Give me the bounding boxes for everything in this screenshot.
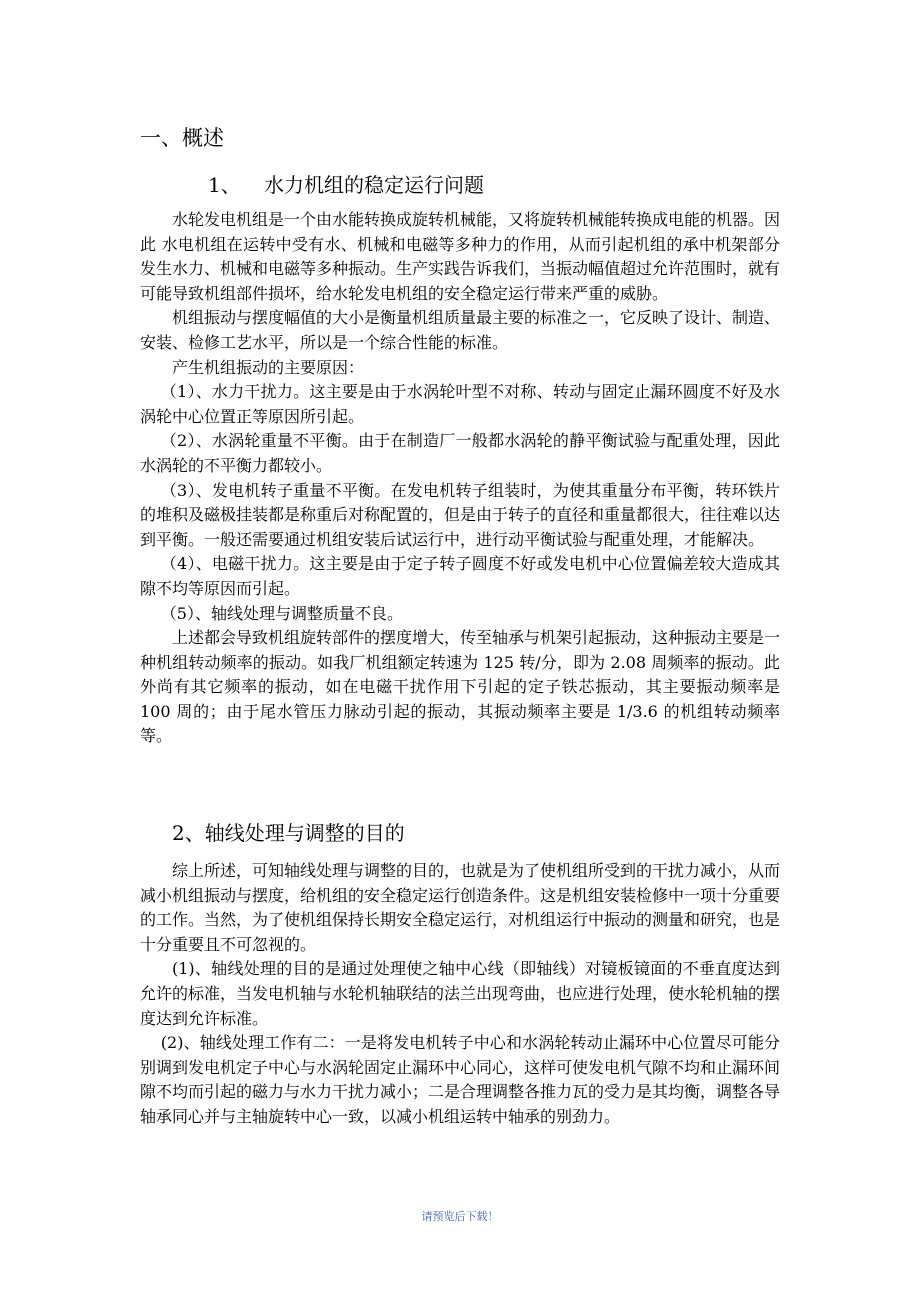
list-item-purpose-1: (1)、轴线处理的目的是通过处理使之轴中心线（即轴线）对镜板镜面的不垂直度达到允许的标准，当发电机轴与水轮机轴联结的法兰出现弯曲，也应进行处理，使水轮机轴的摆度达到允许标准。 [140,959,781,1028]
list-item-cause-3: （3）、发电机转子重量不平衡。在发电机转子组装时，为使其重量分布平衡，转环铁片的堆积及磁极挂装都是称重后对称配置的，但是由于转子的直径和重量都很大，往往难以达到平衡。一般还需要通过机组安装后试运行中，进行动平衡试验与配重处理，才能解决。 [140,480,781,549]
paragraph: 综上所述，可知轴线处理与调整的目的，也就是为了使机组所受到的干扰力减小，从而减小机组振动与摆度，给机组的安全稳定运行创造条件。这是机组安装检修中一项十分重要的工作。当然，为了使机组保持长期安全稳定运行，对机组运行中振动的测量和研究，也是十分重要且不可忽视的。 [140,861,781,954]
paragraph: 上述都会导致机组旋转部件的摆度增大，传至轴承与机架引起振动，这种振动主要是一种机组转动频率的振动。如我厂机组额定转速为 125 转/分，即为 2.08 周频率的振动。此外尚有其它频率的振动，如在电磁干扰作用下引起的定子铁芯振动，其主要振动频率是 100 周的；由于尾水管压力脉动引起的振动，其振动频率主要是 1/3.6 的机组转动频率等。 [140,628,781,746]
list-item-purpose-2: (2)、轴线处理工作有二：一是将发电机转子中心和水涡轮转动止漏环中心位置尽可能分别调到发电机定子中心与水涡轮固定止漏环中心同心，这样可使发电机气隙不均和止漏环间隙不均而引起的磁力与水力干扰力减小；二是合理调整各推力瓦的受力是其均衡，调整各导轴承同心并与主轴旋转中心一致，以减小机组运转中轴承的别劲力。 [140,1033,781,1126]
section-heading-axis-purpose: 2、轴线处理与调整的目的 [172,821,405,845]
list-item-cause-2: （2）、水涡轮重量不平衡。由于在制造厂一般都水涡轮的静平衡试验与配重处理，因此水涡轮的不平衡力都较小。 [140,431,780,475]
list-item-cause-1: （1）、水力干扰力。这主要是由于水涡轮叶型不对称、转动与固定止漏环圆度不好及水涡轮中心位置正等原因所引起。 [140,382,780,426]
paragraph: 产生机组振动的主要原因： [172,357,365,377]
subsection-heading-stability [208,170,484,200]
paragraph: 机组振动与摆度幅值的大小是衡量机组质量最主要的标准之一，它反映了设计、制造、安装、检修工艺水平，所以是一个综合性能的标准。 [140,308,781,352]
section-heading-overview: 一、概述 [140,126,224,150]
list-item-cause-5: （5）、轴线处理与调整质量不良。 [160,603,403,623]
paragraph: 水轮发电机组是一个由水能转换成旋转机械能，又将旋转机械能转换成电能的机器。因此 水电机组在运转中受有水、机械和电磁等多种力的作用，从而引起机组的承中机架部分发生水力、机械和电磁等多种振动。生产实践告诉我们，当振动幅值超过允许范围时，就有可能导致机组部件损坏，给水轮发电机组的安全稳定运行带来严重的威胁。 [140,210,781,303]
section1-body [140,208,780,749]
subsection-number: 1、 [208,173,241,197]
subsection-title: 水力机组的稳定运行问题 [264,173,484,197]
section2-body [140,859,780,1130]
list-item-cause-4: （4）、电磁干扰力。这主要是由于定子转子圆度不好或发电机中心位置偏差较大造成其隙不均等原因而引起。 [140,554,780,598]
footer-note: 请预览后下载！ [421,1210,499,1223]
